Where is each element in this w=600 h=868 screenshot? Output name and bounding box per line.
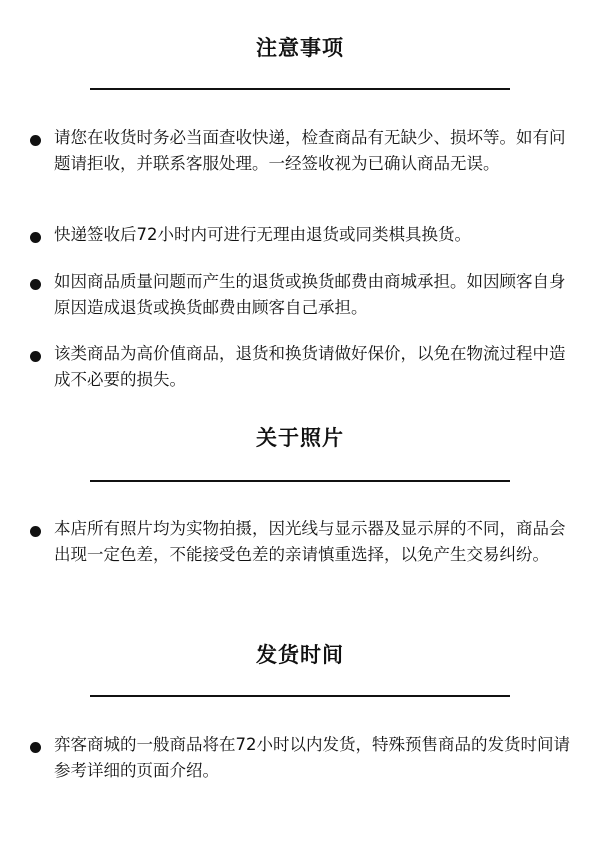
bullet-icon bbox=[30, 232, 41, 243]
bullet-icon bbox=[30, 135, 41, 146]
list-item-text: 该类商品为高价值商品，退货和换货请做好保价，以免在物流过程中造成不必要的损失。 bbox=[54, 344, 566, 389]
list-item-text: 快递签收后72小时内可进行无理由退货或同类棋具换货。 bbox=[54, 225, 471, 244]
bullet-icon bbox=[30, 351, 41, 362]
list-item bbox=[30, 341, 580, 393]
list-item-text: 本店所有照片均为实物拍摄，因光线与显示器及显示屏的不同，商品会出现一定色差，不能接受色差的亲请慎重选择，以免产生交易纠纷。 bbox=[54, 519, 566, 564]
list-item-text: 请您在收货时务必当面查收快递，检查商品有无缺少、损坏等。如有问题请拒收，并联系客服处理。一经签收视为已确认商品无误。 bbox=[54, 128, 566, 173]
list-item bbox=[30, 222, 580, 248]
bullet-icon bbox=[30, 279, 41, 290]
bullet-icon bbox=[30, 742, 41, 753]
section-title-photos: 关于照片 bbox=[256, 426, 344, 450]
list-item-text: 弈客商城的一般商品将在72小时以内发货，特殊预售商品的发货时间请参考详细的页面介绍。 bbox=[54, 735, 570, 780]
section-title-notes: 注意事项 bbox=[256, 36, 344, 60]
list-item bbox=[30, 516, 580, 568]
section-divider bbox=[90, 695, 510, 697]
list-item bbox=[30, 125, 580, 177]
section-title-shipping: 发货时间 bbox=[256, 643, 344, 667]
list-item bbox=[30, 732, 580, 784]
section-divider bbox=[90, 88, 510, 90]
list-item bbox=[30, 269, 580, 321]
section-divider bbox=[90, 480, 510, 482]
list-item-text: 如因商品质量问题而产生的退货或换货邮费由商城承担。如因顾客自身原因造成退货或换货邮费由顾客自己承担。 bbox=[54, 272, 566, 317]
bullet-icon bbox=[30, 526, 41, 537]
